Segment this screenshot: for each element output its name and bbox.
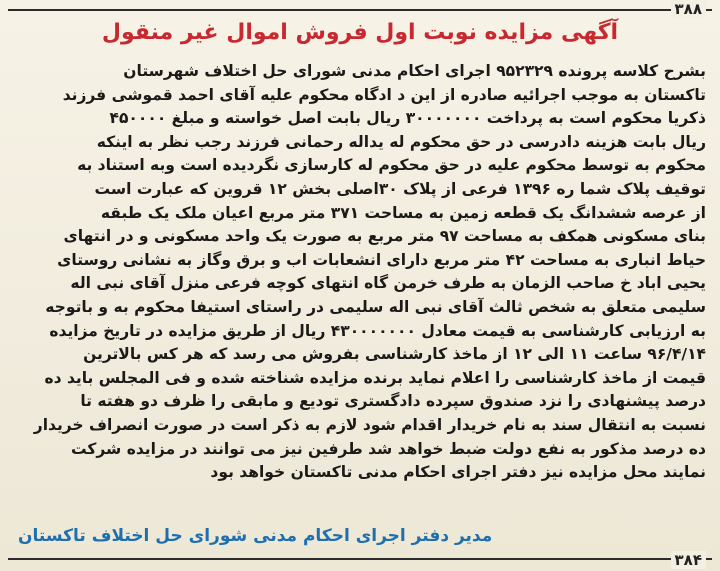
body-line: یحیی اباد خ صاحب الزمان به طرف خرمن گاه انتهای کوچه فرعی منزل آقای نبی اله [70, 274, 706, 293]
body-line: نسبت به انتقال سند به نام خریدار اقدام شود لازم به ذکر است در صورت انصراف خریدار [33, 415, 706, 434]
body-line: ده درصد مذکور به نفع دولت ضبط خواهد شد طرفین نیز می توانند در مزایده شرکت [70, 439, 706, 458]
page-number-top: ۳۸۸ [671, 0, 706, 18]
body-line: محکوم به توسط محکوم علیه در حق محکوم له کارسازی نگردیده است وبه استناد به [77, 156, 706, 175]
page-number-bottom: ۳۸۴ [671, 551, 706, 569]
body-line: تاکستان به موجب اجرائیه صادره از این د ادگاه محکوم علیه آقای احمد قموشی فرزند [62, 85, 706, 104]
body-line: بنای مسکونی همکف به مساحت ۹۷ متر مربع به صورت یک واحد مسکونی و در انتهای [63, 227, 706, 246]
notice-title: آگهی مزایده نوبت اول فروش اموال غیر منقول [101, 20, 619, 45]
body-line: ذکریا محکوم است به پرداخت ۳۰۰۰۰۰۰۰ ریال بابت اصل خواسته و مبلغ ۴۵۰۰۰۰ [109, 109, 706, 128]
top-border-line [8, 9, 712, 11]
body-line: سلیمی متعلق به شخص ثالث آقای نبی اله سلیمی در راستای استیفا محکوم به و باتوجه [45, 297, 706, 316]
body-line: نمایند محل مزایده نیز دفتر اجرای احکام مدنی تاکستان خواهد بود [210, 463, 706, 482]
body-line: قیمت از ماخذ کارشناسی را اعلام نماید برنده مزایده شناخته شده و فی المجلس باید ده [44, 368, 706, 387]
body-line: ریال بابت هزینه دادرسی در حق محکوم له یداله رحمانی فرزند رجب نظر به اینکه [96, 132, 706, 151]
bottom-border-line [8, 558, 712, 560]
body-line: حیاط انباری به مساحت ۴۲ متر مربع دارای انشعابات اب و برق وگاز به نشانی روستای [57, 250, 706, 269]
body-line: به ارزیابی کارشناسی به قیمت معادل ۴۳۰۰۰۰۰۰۰ ریال از طریق مزایده در تاریخ مزایده [49, 321, 706, 340]
body-line: توقیف پلاک شما ره ۱۳۹۶ فرعی از پلاک ۳۰اصلی بخش ۱۲ قروین که عبارت است [94, 179, 706, 198]
body-line: درصد پیشنهادی را نزد صندوق سپرده دادگستری تودیع و مابقی را ظرف دو هفته تا [80, 392, 706, 411]
body-line: بشرح کلاسه پرونده ۹۵۲۳۲۹ اجرای احکام مدنی شورای حل اختلاف شهرستان [123, 62, 706, 80]
notice-body [16, 60, 706, 485]
signature-line: مدیر دفتر اجرای احکام مدنی شورای حل اختلاف تاکستان [18, 526, 493, 546]
body-line: از عرصه ششدانگ یک قطعه زمین به مساحت ۳۷۱ متر مربع اعیان ملک یک طبقه [100, 203, 706, 222]
body-line: ۹۶/۴/۱۴ ساعت ۱۱ الی ۱۲ از ماخذ کارشناسی بفروش می رسد که هر کس بالاترین [83, 345, 706, 364]
